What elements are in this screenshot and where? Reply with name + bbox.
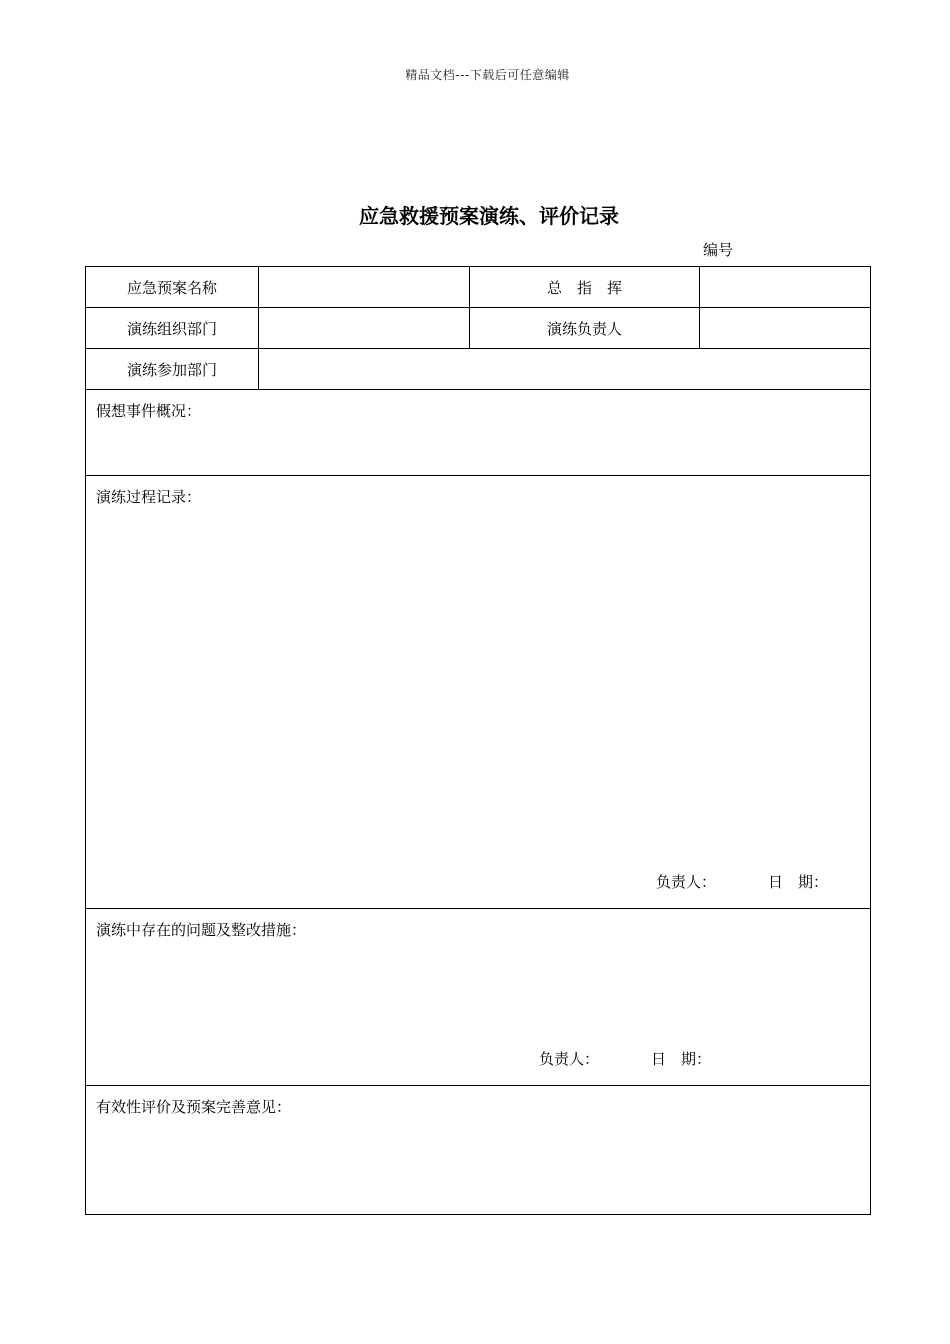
commander-field[interactable] (700, 267, 871, 308)
process-signature-line (656, 871, 828, 892)
evaluation-field[interactable] (86, 1086, 871, 1215)
document-number-label: 编号 (703, 241, 734, 259)
process-date-label: 日 期： (768, 873, 829, 891)
drill-leader-label: 演练负责人 (470, 308, 700, 349)
document-title: 应急救援预案演练、评价记录 (359, 204, 619, 228)
evaluation-label: 有效性评价及预案完善意见： (96, 1098, 292, 1116)
page-header: 精品文档---下载后可任意编辑 (405, 68, 570, 82)
scenario-label: 假想事件概况： (96, 402, 202, 420)
organizing-dept-label: 演练组织部门 (86, 308, 259, 349)
organizing-dept-field[interactable] (259, 308, 470, 349)
scenario-field[interactable] (86, 390, 871, 476)
row-evaluation (86, 1086, 871, 1215)
process-record-field[interactable] (86, 476, 871, 909)
row-organizing-dept (86, 308, 871, 349)
commander-label: 总 指 挥 (470, 267, 700, 308)
row-scenario (86, 390, 871, 476)
issues-label: 演练中存在的问题及整改措施： (96, 921, 307, 939)
plan-name-label: 应急预案名称 (86, 267, 259, 308)
issues-signature-line (539, 1048, 711, 1069)
issues-signer-label: 负责人： (539, 1050, 600, 1068)
plan-name-field[interactable] (259, 267, 470, 308)
issues-field[interactable] (86, 909, 871, 1086)
row-process (86, 476, 871, 909)
process-signer-label: 负责人： (656, 873, 717, 891)
process-record-label: 演练过程记录： (96, 488, 202, 506)
row-issues (86, 909, 871, 1086)
participating-dept-field[interactable] (259, 349, 871, 390)
row-plan-name (86, 267, 871, 308)
drill-record-form (85, 266, 871, 1215)
row-participating-dept (86, 349, 871, 390)
issues-date-label: 日 期： (651, 1050, 712, 1068)
participating-dept-label: 演练参加部门 (86, 349, 259, 390)
drill-leader-field[interactable] (700, 308, 871, 349)
